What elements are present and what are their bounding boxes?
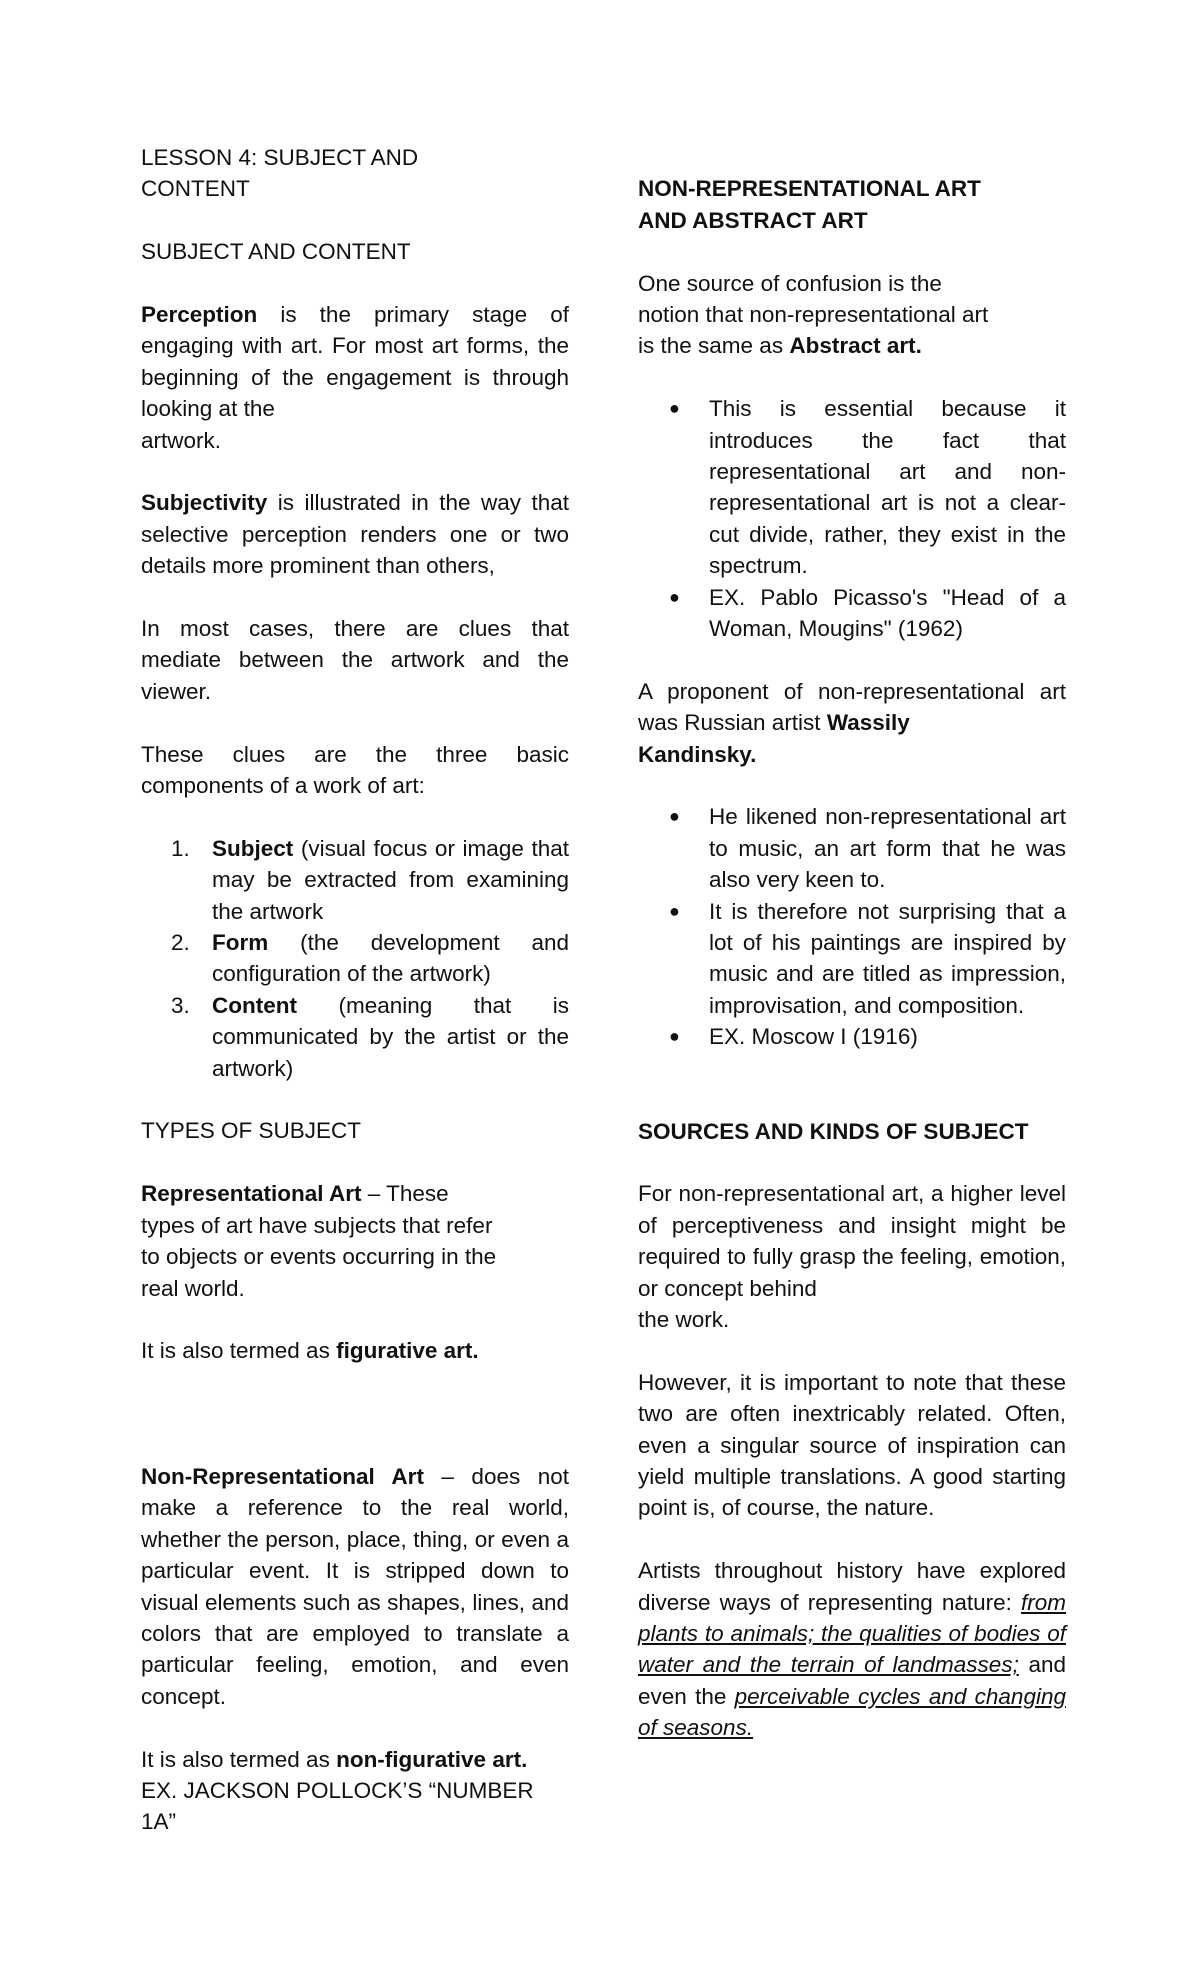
list-item <box>141 927 569 990</box>
representational-text-1: – These <box>361 1181 449 1207</box>
perception-text: is the primary stage of engaging with art. For most art forms, the beginning of the engagement is through looking at the <box>141 302 569 422</box>
sources-heading <box>638 1116 1066 1147</box>
list-item <box>141 833 569 927</box>
non-representational-term: Non-Representational Art <box>141 1463 424 1489</box>
non-figurative-term: non-figurative art. <box>336 1746 528 1772</box>
lesson-title-line-2: CONTENT <box>141 176 250 202</box>
perception-text-end: artwork. <box>141 427 222 453</box>
list-item <box>638 1021 1066 1052</box>
proponent-name-2: Kandinsky. <box>638 741 757 767</box>
confusion-line-2: notion that non-representational art <box>638 302 989 327</box>
list-item <box>141 990 569 1084</box>
section-heading: SUBJECT AND CONTENT <box>141 239 411 265</box>
non-figurative-paragraph <box>141 1744 569 1838</box>
representational-text-3: to objects or events occurring in the <box>141 1244 497 1270</box>
bullet-text: He likened non-representational art to music, an art form that he was also very keen to. <box>709 804 1066 893</box>
list-marker: 3. <box>171 992 190 1018</box>
proponent-name-1: Wassily <box>826 710 910 736</box>
nature-examples: from plants to animals; the qualities of bodies of water and the terrain of landmasses; <box>638 1589 1066 1678</box>
bullet-icon: ● <box>669 900 680 921</box>
list-item <box>638 582 1066 645</box>
seasons-example: perceivable cycles and changing of seasons. <box>638 1683 1066 1741</box>
representational-text-4: real world. <box>141 1275 245 1301</box>
representational-text-2: types of art have subjects that refer <box>141 1212 493 1238</box>
confusion-line-1: One source of confusion is the <box>638 270 942 296</box>
representational-paragraph <box>141 1178 569 1304</box>
figurative-paragraph <box>141 1335 569 1366</box>
artists-text: Artists throughout history have explored diverse ways of representing nature: <box>638 1558 1066 1615</box>
artists-paragraph <box>638 1555 1066 1743</box>
bullet-text: It is therefore not surprising that a lot of his paintings are inspired by music and are titled as impression, improvisation, and composition. <box>709 898 1066 1018</box>
subjectivity-text: is illustrated in the way that selective perception renders one or two details more prominent than others, <box>141 490 569 579</box>
perception-paragraph <box>141 299 569 456</box>
list-item <box>638 896 1066 1022</box>
figurative-text: It is also termed as <box>141 1338 337 1364</box>
kandinsky-bullet-list <box>638 801 1066 1052</box>
left-column <box>141 142 569 1838</box>
non-figurative-text: It is also termed as <box>141 1746 337 1772</box>
sources-paragraph <box>638 1178 1066 1335</box>
components-paragraph: These clues are the three basic components of a work of art: <box>141 741 569 799</box>
right-column <box>638 173 1066 1743</box>
lesson-title-line-1: LESSON 4: SUBJECT AND <box>141 145 419 170</box>
subjectivity-paragraph <box>141 487 569 581</box>
component-term: Form <box>212 930 269 956</box>
however-paragraph: However, it is important to note that these two are often inextricably related. Often, even a singular source of inspiration can yield multiple translations. A good starting point is, of course, the nature. <box>638 1369 1066 1521</box>
bullet-icon: ● <box>669 398 680 419</box>
abstract-heading-line-1: NON-REPRESENTATIONAL ART <box>638 176 981 202</box>
list-item <box>638 801 1066 895</box>
abstract-heading <box>638 173 1066 236</box>
sources-text: For non-representational art, a higher level of perceptiveness and insight might be required to fully grasp the feeling, emotion, or concept behind <box>638 1181 1066 1301</box>
confusion-paragraph <box>638 268 1066 362</box>
figurative-term: figurative art. <box>336 1338 479 1364</box>
non-representational-paragraph <box>141 1461 569 1712</box>
non-representational-text: – does not make a reference to the real world, whether the person, place, thing, or even a particular event. It is stripped down to visual elements such as shapes, lines, and colors that are employed to translate a particular feeling, emotion, and even concept. <box>141 1463 569 1709</box>
list-item <box>638 393 1066 581</box>
lesson-title <box>141 142 569 205</box>
list-marker: 1. <box>171 835 190 861</box>
perception-term: Perception <box>141 302 258 327</box>
bullet-text: EX. Pablo Picasso's "Head of a Woman, Mougins" (1962) <box>709 584 1066 642</box>
sources-heading-text: SOURCES AND KINDS OF SUBJECT <box>638 1118 1029 1144</box>
list-marker: 2. <box>171 930 190 956</box>
component-term: Subject <box>212 835 294 861</box>
sources-text-end: the work. <box>638 1306 730 1332</box>
example-line-1: EX. JACKSON POLLOCK’S “NUMBER <box>141 1777 534 1803</box>
bullet-icon: ● <box>669 586 680 607</box>
component-text: (visual focus or image that may be extracted from examining the artwork <box>212 835 569 924</box>
component-term: Content <box>212 992 297 1018</box>
abstract-bullet-list <box>638 393 1066 644</box>
bullet-text: EX. Moscow I (1916) <box>709 1024 918 1050</box>
subjectivity-term: Subjectivity <box>141 490 268 516</box>
artists-mid: and even the <box>638 1652 1066 1709</box>
confusion-line-3: is the same as <box>638 333 790 359</box>
types-heading: TYPES OF SUBJECT <box>141 1118 362 1144</box>
components-list <box>141 833 569 1084</box>
component-text: (meaning that is communicated by the artist or the artwork) <box>212 992 569 1081</box>
proponent-paragraph <box>638 676 1066 770</box>
abstract-heading-line-2: AND ABSTRACT ART <box>638 207 868 233</box>
proponent-text: A proponent of non-representational art was Russian artist <box>638 678 1066 736</box>
bullet-icon: ● <box>669 1026 680 1047</box>
component-text: (the development and configuration of the artwork) <box>212 930 569 987</box>
example-line-2: 1A” <box>141 1809 177 1835</box>
abstract-term: Abstract art. <box>789 333 922 359</box>
clues-paragraph: In most cases, there are clues that mediate between the artwork and the viewer. <box>141 616 569 704</box>
representational-term: Representational Art <box>141 1181 362 1207</box>
bullet-icon: ● <box>669 806 680 827</box>
bullet-text: This is essential because it introduces the fact that representational art and non-representational art is not a clear-cut divide, rather, they exist in the spectrum. <box>709 396 1066 579</box>
